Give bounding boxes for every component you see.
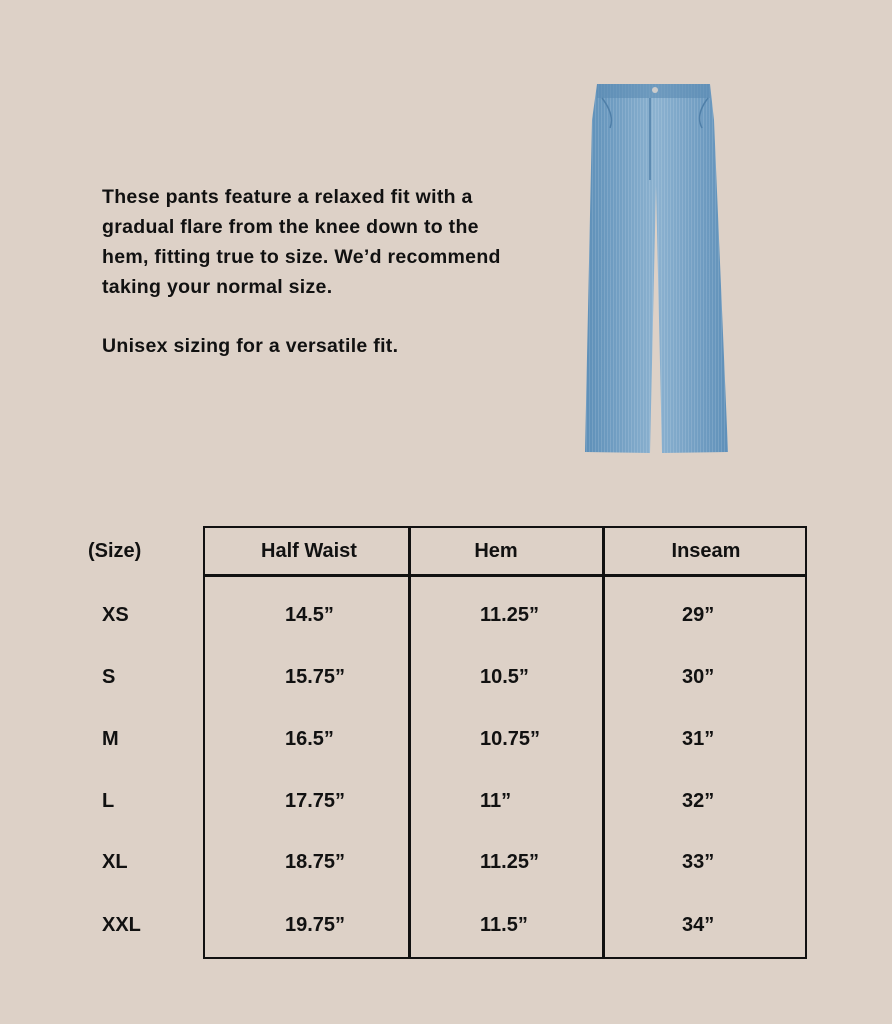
unisex-note: Unisex sizing for a versatile fit.	[102, 335, 399, 357]
jeans-image	[580, 80, 740, 460]
cell-size: M	[102, 728, 119, 750]
size-column-label: (Size)	[88, 540, 142, 562]
cell-inseam: 31”	[682, 728, 715, 750]
header-hem: Hem	[474, 540, 518, 562]
cell-inseam: 32”	[682, 790, 715, 812]
cell-inseam: 33”	[682, 851, 715, 873]
cell-size: XL	[102, 851, 128, 873]
fit-description: These pants feature a relaxed fit with a gradual flare from the knee down to the hem, fitting true to size. We’d recommend taking your normal size.	[102, 186, 501, 298]
cell-hem: 10.75”	[480, 728, 541, 750]
cell-half-waist: 17.75”	[285, 790, 346, 812]
cell-size: S	[102, 666, 116, 688]
product-description	[102, 182, 502, 361]
cell-size: L	[102, 790, 115, 812]
cell-inseam: 30”	[682, 666, 715, 688]
cell-half-waist: 19.75”	[285, 914, 346, 936]
cell-hem: 11.25”	[480, 604, 539, 626]
cell-half-waist: 15.75”	[285, 666, 346, 688]
cell-inseam: 29”	[682, 604, 715, 626]
header-half-waist: Half Waist	[261, 540, 357, 562]
cell-size: XXL	[102, 914, 141, 936]
cell-half-waist: 14.5”	[285, 604, 334, 626]
cell-hem: 11.25”	[480, 851, 539, 873]
cell-hem: 10.5”	[480, 666, 529, 688]
header-inseam: Inseam	[671, 540, 741, 562]
cell-half-waist: 16.5”	[285, 728, 334, 750]
cell-half-waist: 18.75”	[285, 851, 346, 873]
cell-hem: 11.5”	[480, 914, 528, 936]
cell-inseam: 34”	[682, 914, 715, 936]
cell-size: XS	[102, 604, 129, 626]
cell-hem: 11”	[480, 790, 512, 812]
